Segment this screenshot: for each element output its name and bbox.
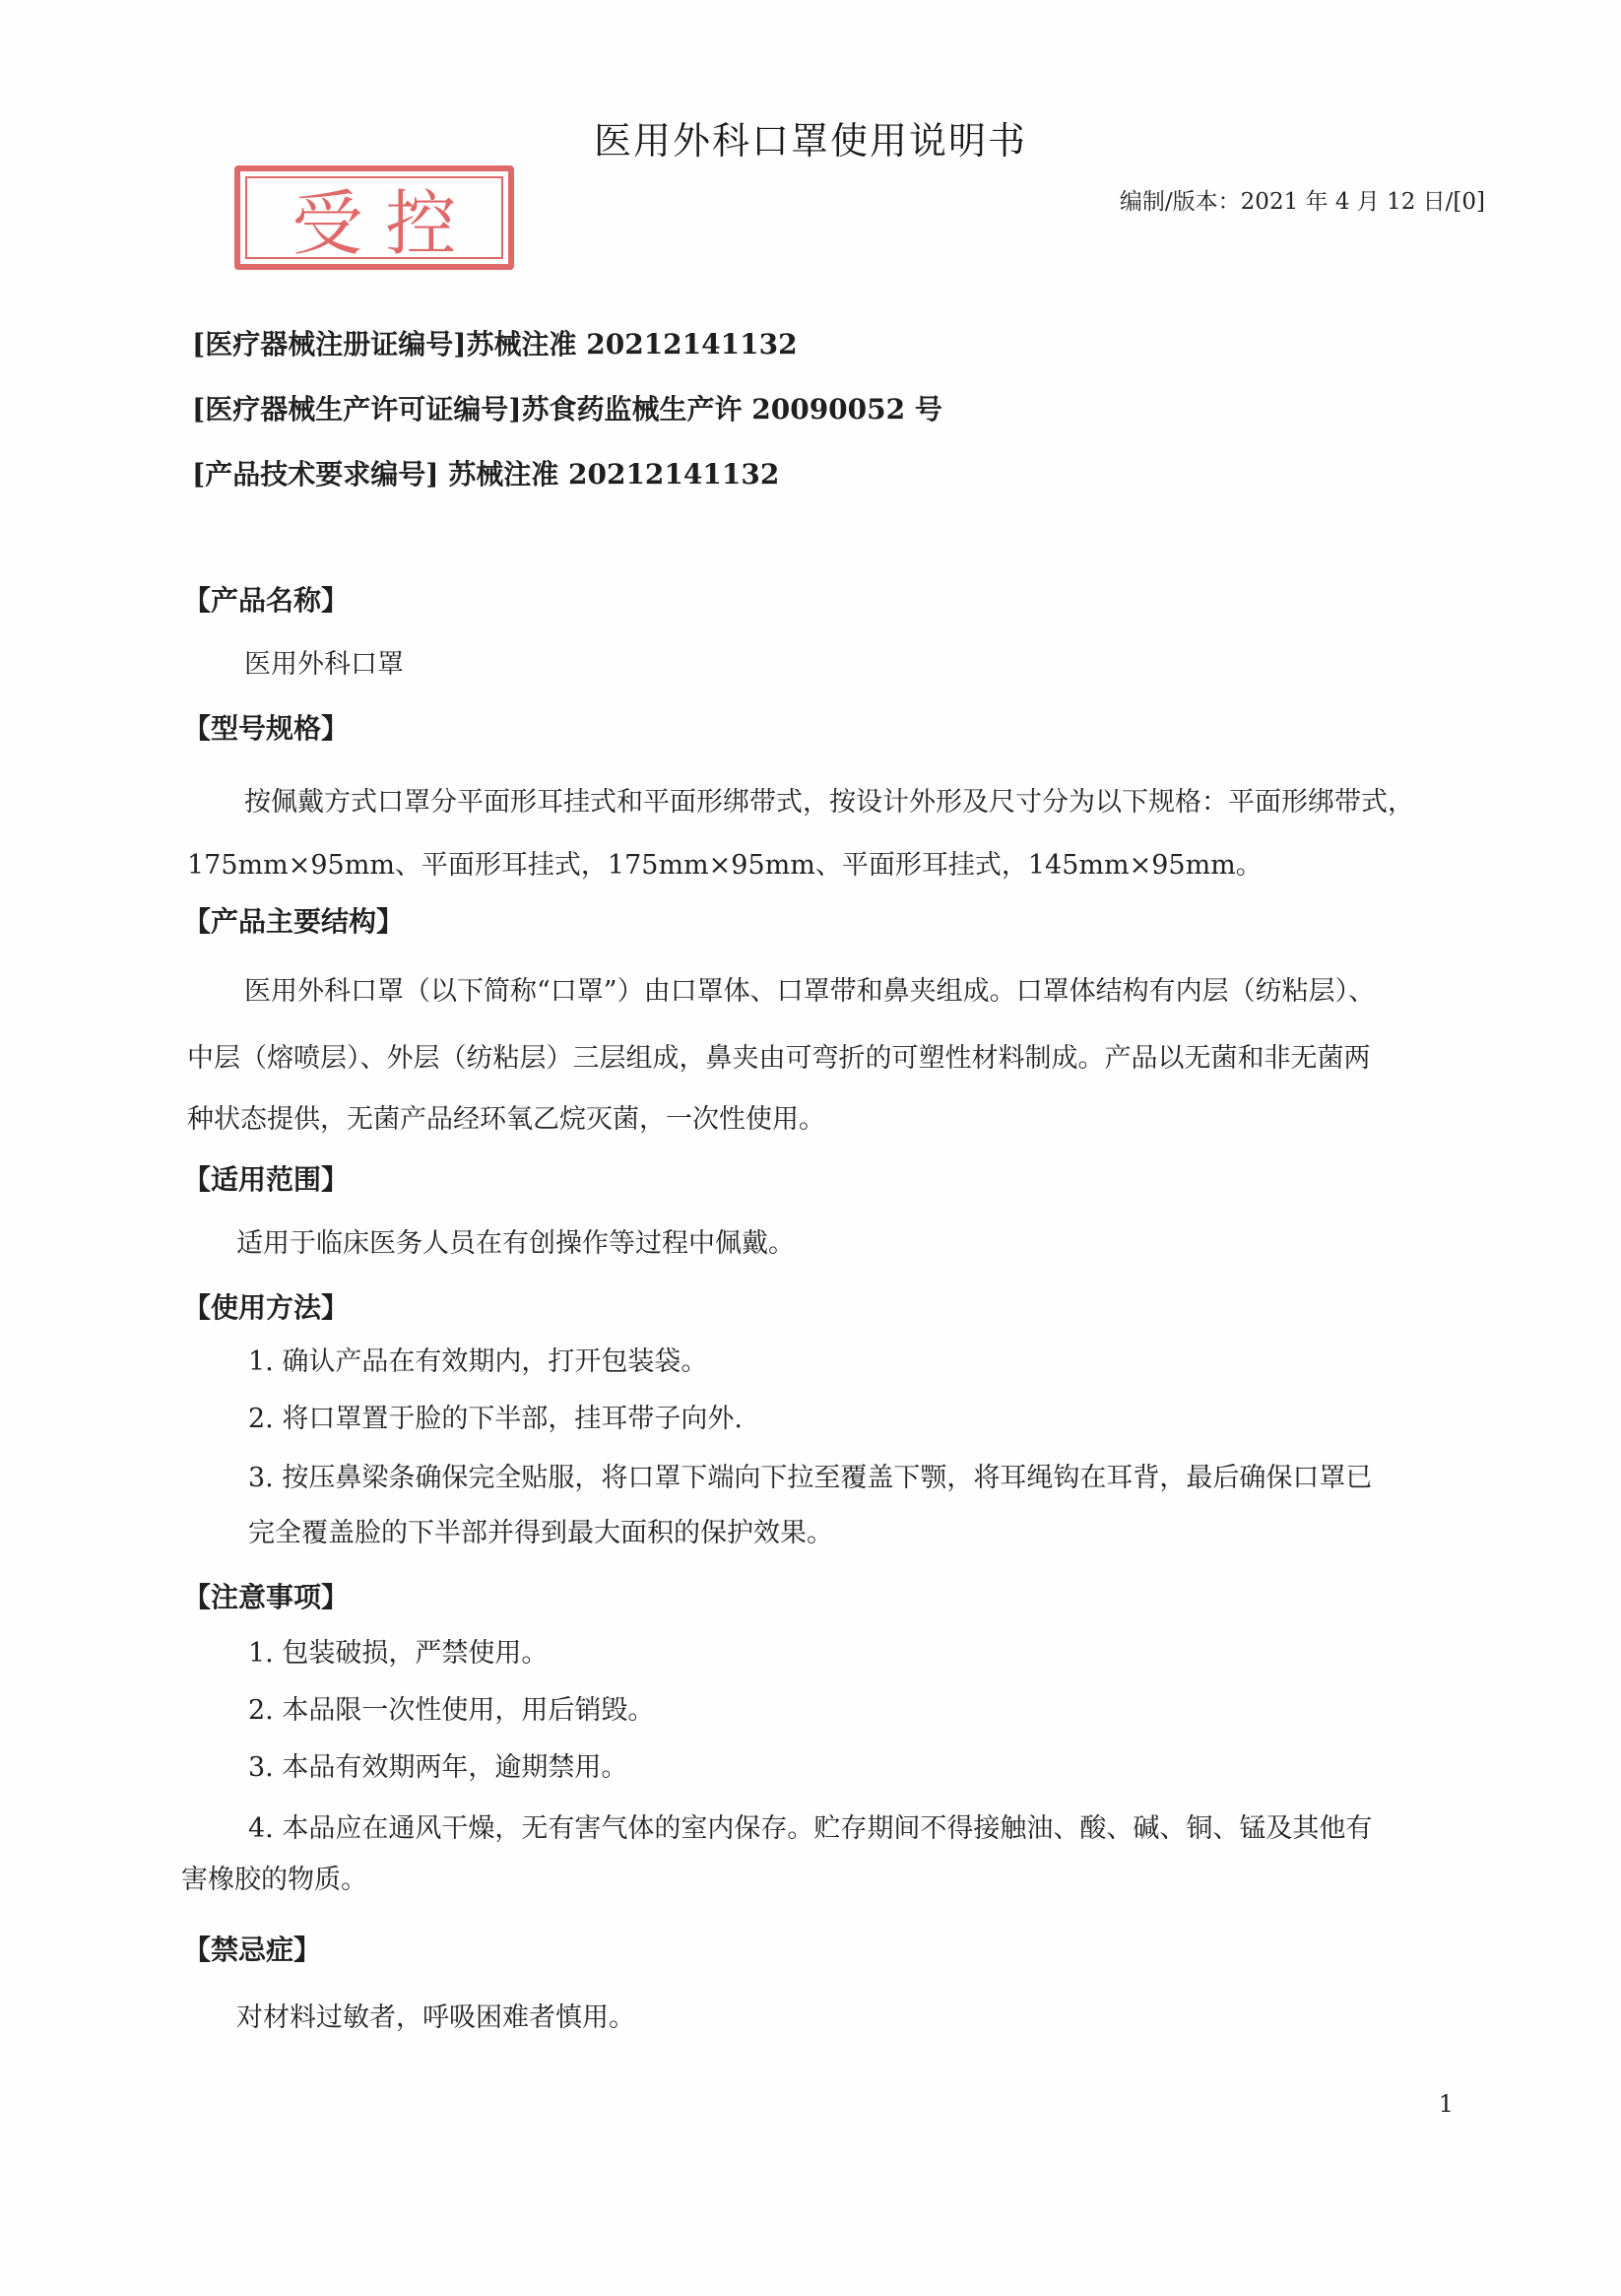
product-name-text: 医用外科口罩	[244, 649, 404, 680]
registration-value: 苏食药监械生产许 20090052 号	[521, 393, 942, 426]
registration-label: [医疗器械生产许可证编号]	[192, 393, 522, 426]
section-heading-product-name: 【产品名称】	[183, 584, 350, 617]
page-number: 1	[1438, 2090, 1454, 2118]
structure-text-line: 中层（熔喷层）、外层（纺粘层）三层组成，鼻夹由可弯折的可塑性材料制成。产品以无菌和非无菌两	[187, 1043, 1371, 1074]
stamp-text: 受 控	[292, 182, 457, 265]
document-title: 医用外科口罩使用说明书	[593, 119, 1027, 163]
notes-item: 3. 本品有效期两年，逾期禁用。	[248, 1752, 628, 1783]
registration-line-certificate	[192, 323, 798, 362]
section-heading-contraindications: 【禁忌症】	[183, 1934, 322, 1966]
usage-step: 1. 确认产品在有效期内，打开包装袋。	[248, 1346, 708, 1377]
section-heading-notes: 【注意事项】	[183, 1581, 350, 1613]
version-info: 编制/版本：2021 年 4 月 12 日/[0]	[1119, 189, 1485, 215]
registration-label: [医疗器械注册证编号]	[192, 328, 467, 361]
registration-value: 苏械注准 20212141132	[466, 328, 798, 361]
section-heading-structure: 【产品主要结构】	[183, 905, 405, 938]
structure-text-line: 医用外科口罩（以下简称“口罩”）由口罩体、口罩带和鼻夹组成。口罩体结构有内层（纺粘层）、	[244, 976, 1376, 1007]
registration-line-tech-requirement	[192, 453, 779, 492]
scope-text: 适用于临床医务人员在有创操作等过程中佩戴。	[236, 1228, 795, 1259]
usage-step-continued: 完全覆盖脸的下半部并得到最大面积的保护效果。	[248, 1518, 833, 1548]
structure-text-line: 种状态提供，无菌产品经环氧乙烷灭菌，一次性使用。	[187, 1104, 825, 1135]
usage-step: 3. 按压鼻梁条确保完全贴服，将口罩下端向下拉至覆盖下颚，将耳绳钩在耳背，最后确保口罩已	[248, 1463, 1373, 1493]
section-heading-scope: 【适用范围】	[183, 1163, 350, 1196]
spec-text-line: 175mm×95mm、平面形耳挂式，175mm×95mm、平面形耳挂式，145mm×95mm。	[187, 850, 1263, 881]
registration-value: 苏械注准 20212141132	[438, 458, 780, 491]
contraindications-text: 对材料过敏者，呼吸困难者慎用。	[236, 2002, 635, 2033]
registration-label: [产品技术要求编号]	[192, 458, 439, 491]
notes-item: 4. 本品应在通风干燥，无有害气体的室内保存。贮存期间不得接触油、酸、碱、铜、锰及其他有	[248, 1813, 1373, 1844]
registration-line-license	[192, 388, 942, 427]
notes-item-continued: 害橡胶的物质。	[181, 1865, 367, 1895]
section-heading-spec: 【型号规格】	[183, 712, 350, 745]
notes-item: 2. 本品限一次性使用，用后销毁。	[248, 1695, 655, 1726]
spec-text-line: 按佩戴方式口罩分平面形耳挂式和平面形绑带式，按设计外形及尺寸分为以下规格：平面形绑带式，	[244, 787, 1414, 818]
usage-step: 2. 将口罩置于脸的下半部，挂耳带子向外.	[248, 1404, 743, 1434]
notes-item: 1. 包装破损，严禁使用。	[248, 1638, 549, 1669]
section-heading-usage: 【使用方法】	[183, 1291, 350, 1324]
controlled-stamp	[234, 165, 514, 270]
